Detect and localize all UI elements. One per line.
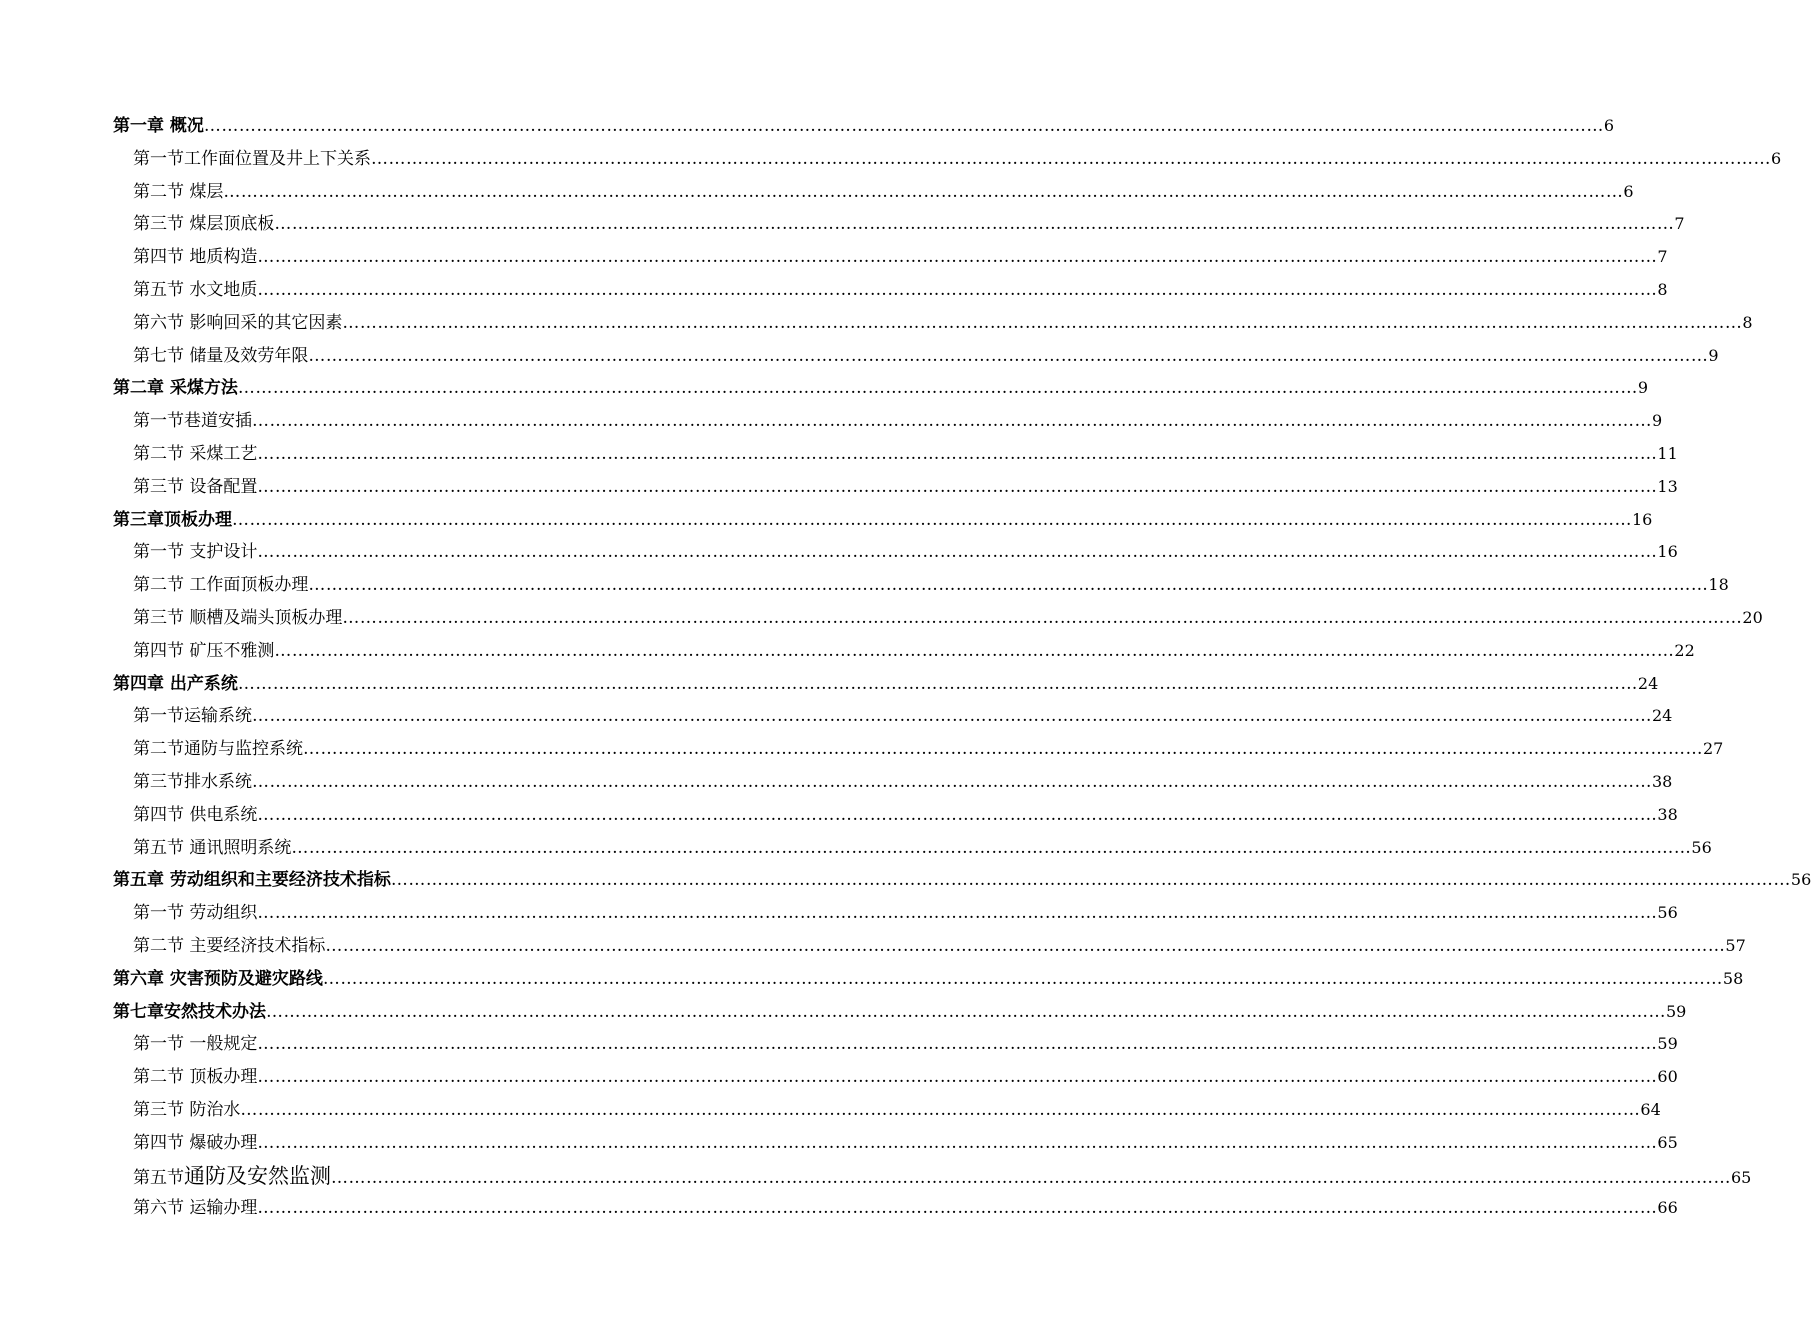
toc-entry-content bbox=[133, 1160, 1752, 1193]
dot-leader: …………………………………………………………………………………………………………………………………………………………………………………………………………………… bbox=[237, 673, 1638, 694]
dot-leader: …………………………………………………………………………………………………………………………………………………………………………………………………………………… bbox=[274, 214, 1675, 235]
toc-entry-label-tail: 通防及安然监测 bbox=[184, 1163, 331, 1188]
toc-entry-label: 第一节巷道安插 bbox=[133, 411, 252, 432]
toc-section-entry[interactable] bbox=[0, 274, 1668, 307]
dot-leader: …………………………………………………………………………………………………………………………………………………………………………………………………………………… bbox=[257, 1132, 1658, 1153]
toc-entry-content bbox=[133, 274, 1668, 307]
toc-entry-content bbox=[133, 307, 1753, 340]
toc-section-entry[interactable] bbox=[0, 1192, 1678, 1225]
toc-section-entry[interactable] bbox=[0, 635, 1695, 668]
dot-leader: …………………………………………………………………………………………………………………………………………………………………………………………………………………… bbox=[331, 1167, 1731, 1188]
dot-leader: …………………………………………………………………………………………………………………………………………………………………………………………………………………… bbox=[371, 148, 1771, 169]
dot-leader: …………………………………………………………………………………………………………………………………………………………………………………………………………………… bbox=[257, 804, 1658, 825]
toc-section-entry[interactable] bbox=[0, 766, 1673, 799]
dot-leader: …………………………………………………………………………………………………………………………………………………………………………………………………………………… bbox=[257, 542, 1658, 563]
dot-leader: …………………………………………………………………………………………………………………………………………………………………………………………………………………… bbox=[237, 378, 1638, 399]
toc-chapter-entry[interactable] bbox=[0, 864, 1811, 897]
dot-leader: …………………………………………………………………………………………………………………………………………………………………………………………………………………… bbox=[390, 870, 1791, 891]
toc-entry-label: 第四节 矿压不雅测 bbox=[133, 640, 275, 661]
toc-entry-content bbox=[133, 1192, 1678, 1225]
dot-leader: …………………………………………………………………………………………………………………………………………………………………………………………………………………… bbox=[322, 968, 1723, 989]
toc-entry-label: 第三节 设备配置 bbox=[133, 476, 258, 497]
dot-leader: …………………………………………………………………………………………………………………………………………………………………………………………………………………… bbox=[252, 411, 1652, 432]
toc-section-entry[interactable] bbox=[0, 700, 1673, 733]
toc-section-entry[interactable] bbox=[0, 897, 1678, 930]
dot-leader: …………………………………………………………………………………………………………………………………………………………………………………………………………………… bbox=[342, 607, 1743, 628]
toc-entry-label: 第二节 顶板办理 bbox=[133, 1067, 258, 1088]
toc-chapter-entry[interactable] bbox=[0, 668, 1659, 701]
toc-chapter-entry[interactable] bbox=[0, 963, 1744, 996]
toc-entry-label: 第三节排水系统 bbox=[133, 771, 252, 792]
toc-entry-content bbox=[133, 208, 1685, 241]
toc-entry-content bbox=[133, 897, 1678, 930]
toc-entry-label: 第二节通防与监控系统 bbox=[133, 739, 303, 760]
toc-page-number: 38 bbox=[1652, 771, 1673, 791]
dot-leader: …………………………………………………………………………………………………………………………………………………………………………………………………………………… bbox=[308, 345, 1709, 366]
toc-entry-label: 第四章 出产系统 bbox=[113, 673, 238, 694]
dot-leader: …………………………………………………………………………………………………………………………………………………………………………………………………………………… bbox=[257, 1034, 1658, 1055]
toc-section-entry[interactable] bbox=[0, 208, 1685, 241]
toc-section-entry[interactable] bbox=[0, 569, 1729, 602]
toc-entry-label: 第一节 一般规定 bbox=[133, 1034, 258, 1055]
toc-page-number: 8 bbox=[1657, 279, 1668, 299]
toc-page-number: 18 bbox=[1708, 575, 1729, 595]
toc-entry-label: 第一节 支护设计 bbox=[133, 542, 258, 563]
toc-entry-content bbox=[133, 930, 1746, 963]
toc-entry-label: 第二节 工作面顶板办理 bbox=[133, 575, 309, 596]
toc-section-entry[interactable] bbox=[0, 602, 1763, 635]
toc-page-number: 56 bbox=[1691, 837, 1712, 857]
toc-entry-content bbox=[133, 602, 1763, 635]
toc-entry-label: 第五章 劳动组织和主要经济技术指标 bbox=[113, 870, 391, 891]
dot-leader: …………………………………………………………………………………………………………………………………………………………………………………………………………………… bbox=[257, 476, 1658, 497]
toc-page-number: 6 bbox=[1623, 181, 1634, 201]
toc-entry-content bbox=[133, 700, 1673, 733]
dot-leader: …………………………………………………………………………………………………………………………………………………………………………………………………………………… bbox=[325, 935, 1726, 956]
dot-leader: …………………………………………………………………………………………………………………………………………………………………………………………………………………… bbox=[308, 575, 1709, 596]
toc-entry-content bbox=[133, 176, 1634, 209]
toc-page-number: 38 bbox=[1657, 804, 1678, 824]
toc-entry-label: 第二节 煤层 bbox=[133, 181, 224, 202]
toc-chapter-entry[interactable] bbox=[0, 504, 1653, 537]
toc-entry-label: 第三章顶板办理 bbox=[113, 509, 232, 530]
toc-page-number: 22 bbox=[1674, 640, 1695, 660]
toc-entry-content bbox=[133, 143, 1782, 176]
dot-leader: …………………………………………………………………………………………………………………………………………………………………………………………………………………… bbox=[257, 247, 1658, 268]
toc-entry-label: 第三节 防治水 bbox=[133, 1099, 241, 1120]
toc-section-entry[interactable] bbox=[0, 405, 1663, 438]
toc-entry-content bbox=[133, 569, 1729, 602]
dot-leader: …………………………………………………………………………………………………………………………………………………………………………………………………………………… bbox=[252, 706, 1652, 727]
toc-section-entry[interactable] bbox=[0, 1094, 1661, 1127]
toc-page-number: 65 bbox=[1731, 1167, 1752, 1187]
toc-section-entry[interactable] bbox=[0, 536, 1678, 569]
toc-entry-content bbox=[133, 1127, 1678, 1160]
table-of-contents bbox=[0, 110, 1811, 1225]
toc-entry-content bbox=[113, 996, 1687, 1029]
toc-page-number: 20 bbox=[1742, 607, 1763, 627]
toc-entry-content bbox=[113, 504, 1653, 537]
toc-section-entry[interactable] bbox=[0, 832, 1712, 865]
toc-section-entry[interactable] bbox=[0, 1061, 1678, 1094]
toc-page-number: 56 bbox=[1657, 903, 1678, 923]
dot-leader: …………………………………………………………………………………………………………………………………………………………………………………………………………………… bbox=[342, 312, 1743, 333]
toc-entry-content bbox=[133, 635, 1695, 668]
dot-leader: …………………………………………………………………………………………………………………………………………………………………………………………………………………… bbox=[257, 443, 1658, 464]
toc-entry-label: 第六章 灾害预防及避灾路线 bbox=[113, 968, 323, 989]
toc-entry-content bbox=[133, 438, 1678, 471]
toc-entry-label: 第四节 地质构造 bbox=[133, 247, 258, 268]
dot-leader: …………………………………………………………………………………………………………………………………………………………………………………………………………………… bbox=[291, 837, 1692, 858]
toc-section-entry[interactable] bbox=[0, 1160, 1752, 1193]
toc-entry-label: 第二章 采煤方法 bbox=[113, 378, 238, 399]
toc-section-entry[interactable] bbox=[0, 930, 1746, 963]
toc-section-entry[interactable] bbox=[0, 176, 1634, 209]
toc-page-number: 24 bbox=[1637, 673, 1659, 693]
toc-page-number: 65 bbox=[1657, 1132, 1678, 1152]
toc-section-entry[interactable] bbox=[0, 733, 1724, 766]
toc-section-entry[interactable] bbox=[0, 1127, 1678, 1160]
toc-page-number: 58 bbox=[1722, 968, 1744, 988]
toc-page-number: 56 bbox=[1790, 870, 1811, 890]
dot-leader: …………………………………………………………………………………………………………………………………………………………………………………………………………………… bbox=[303, 739, 1703, 760]
toc-entry-content bbox=[133, 405, 1663, 438]
dot-leader: …………………………………………………………………………………………………………………………………………………………………………………………………………………… bbox=[240, 1099, 1641, 1120]
toc-page-number: 9 bbox=[1637, 378, 1649, 398]
toc-page-number: 60 bbox=[1657, 1067, 1678, 1087]
toc-entry-label: 第三节 顺槽及端头顶板办理 bbox=[133, 607, 343, 628]
toc-entry-content bbox=[113, 668, 1659, 701]
toc-chapter-entry[interactable] bbox=[0, 110, 1615, 143]
toc-entry-label: 第二节 采煤工艺 bbox=[133, 443, 258, 464]
dot-leader: …………………………………………………………………………………………………………………………………………………………………………………………………………………… bbox=[257, 1198, 1658, 1219]
toc-entry-label: 第五节 通讯照明系统 bbox=[133, 837, 292, 858]
dot-leader: …………………………………………………………………………………………………………………………………………………………………………………………………………………… bbox=[257, 279, 1658, 300]
toc-page-number: 57 bbox=[1725, 935, 1746, 955]
toc-entry-label: 第三节 煤层顶底板 bbox=[133, 214, 275, 235]
toc-entry-label: 第一节工作面位置及井上下关系 bbox=[133, 148, 371, 169]
toc-entry-label: 第七节 储量及效劳年限 bbox=[133, 345, 309, 366]
toc-entry-label: 第五节 bbox=[133, 1167, 184, 1188]
toc-entry-label: 第四节 爆破办理 bbox=[133, 1132, 258, 1153]
toc-page-number: 11 bbox=[1657, 443, 1678, 463]
toc-entry-content bbox=[133, 471, 1678, 504]
toc-entry-label: 第七章安然技术办法 bbox=[113, 1001, 266, 1022]
toc-page-number: 59 bbox=[1666, 1001, 1687, 1021]
toc-entry-content bbox=[113, 110, 1615, 143]
toc-entry-content bbox=[133, 733, 1724, 766]
toc-entry-content bbox=[133, 1094, 1661, 1127]
toc-page-number: 59 bbox=[1657, 1034, 1678, 1054]
toc-section-entry[interactable] bbox=[0, 340, 1719, 373]
toc-entry-content bbox=[133, 241, 1668, 274]
toc-page-number: 66 bbox=[1657, 1198, 1678, 1218]
toc-entry-content bbox=[133, 1028, 1678, 1061]
toc-entry-label: 第五节 水文地质 bbox=[133, 279, 258, 300]
toc-page-number: 24 bbox=[1652, 706, 1673, 726]
toc-page-number: 9 bbox=[1708, 345, 1719, 365]
toc-page-number: 13 bbox=[1657, 476, 1678, 496]
toc-entry-label: 第六节 影响回采的其它因素 bbox=[133, 312, 343, 333]
toc-page-number: 7 bbox=[1674, 214, 1685, 234]
toc-entry-content bbox=[113, 864, 1811, 897]
toc-page-number: 27 bbox=[1703, 739, 1724, 759]
toc-entry-label: 第二节 主要经济技术指标 bbox=[133, 935, 326, 956]
toc-section-entry[interactable] bbox=[0, 799, 1678, 832]
dot-leader: …………………………………………………………………………………………………………………………………………………………………………………………………………………… bbox=[252, 771, 1652, 792]
toc-section-entry[interactable] bbox=[0, 438, 1678, 471]
toc-section-entry[interactable] bbox=[0, 241, 1668, 274]
toc-entry-content bbox=[133, 536, 1678, 569]
toc-section-entry[interactable] bbox=[0, 143, 1782, 176]
toc-section-entry[interactable] bbox=[0, 1028, 1678, 1061]
dot-leader: …………………………………………………………………………………………………………………………………………………………………………………………………………………… bbox=[257, 1067, 1658, 1088]
toc-entry-label: 第一章 概况 bbox=[113, 116, 204, 136]
dot-leader: …………………………………………………………………………………………………………………………………………………………………………………………………………………… bbox=[203, 116, 1604, 136]
dot-leader: …………………………………………………………………………………………………………………………………………………………………………………………………………………… bbox=[223, 181, 1624, 202]
toc-page-number: 9 bbox=[1652, 411, 1663, 431]
toc-entry-label: 第一节 劳动组织 bbox=[133, 903, 258, 924]
toc-chapter-entry[interactable] bbox=[0, 996, 1687, 1029]
toc-page-number: 16 bbox=[1657, 542, 1678, 562]
toc-entry-label: 第六节 运输办理 bbox=[133, 1198, 258, 1219]
dot-leader: …………………………………………………………………………………………………………………………………………………………………………………………………………………… bbox=[266, 1001, 1666, 1022]
toc-entry-label: 第四节 供电系统 bbox=[133, 804, 258, 825]
dot-leader: …………………………………………………………………………………………………………………………………………………………………………………………………………………… bbox=[232, 509, 1632, 530]
toc-section-entry[interactable] bbox=[0, 471, 1678, 504]
toc-entry-content bbox=[133, 799, 1678, 832]
toc-page-number: 6 bbox=[1603, 116, 1615, 135]
toc-page-number: 64 bbox=[1640, 1099, 1661, 1119]
toc-page-number: 6 bbox=[1771, 148, 1782, 168]
toc-entry-content bbox=[113, 963, 1744, 996]
toc-page-number: 8 bbox=[1742, 312, 1753, 332]
toc-section-entry[interactable] bbox=[0, 307, 1753, 340]
dot-leader: …………………………………………………………………………………………………………………………………………………………………………………………………………………… bbox=[274, 640, 1675, 661]
toc-entry-content bbox=[133, 1061, 1678, 1094]
toc-page-number: 16 bbox=[1632, 509, 1653, 529]
toc-chapter-entry[interactable] bbox=[0, 372, 1649, 405]
toc-entry-label: 第一节运输系统 bbox=[133, 706, 252, 727]
toc-entry-content bbox=[133, 340, 1719, 373]
toc-page-number: 7 bbox=[1657, 247, 1668, 267]
dot-leader: …………………………………………………………………………………………………………………………………………………………………………………………………………………… bbox=[257, 903, 1658, 924]
toc-entry-content bbox=[133, 832, 1712, 865]
toc-entry-content bbox=[113, 372, 1649, 405]
toc-entry-content bbox=[133, 766, 1673, 799]
